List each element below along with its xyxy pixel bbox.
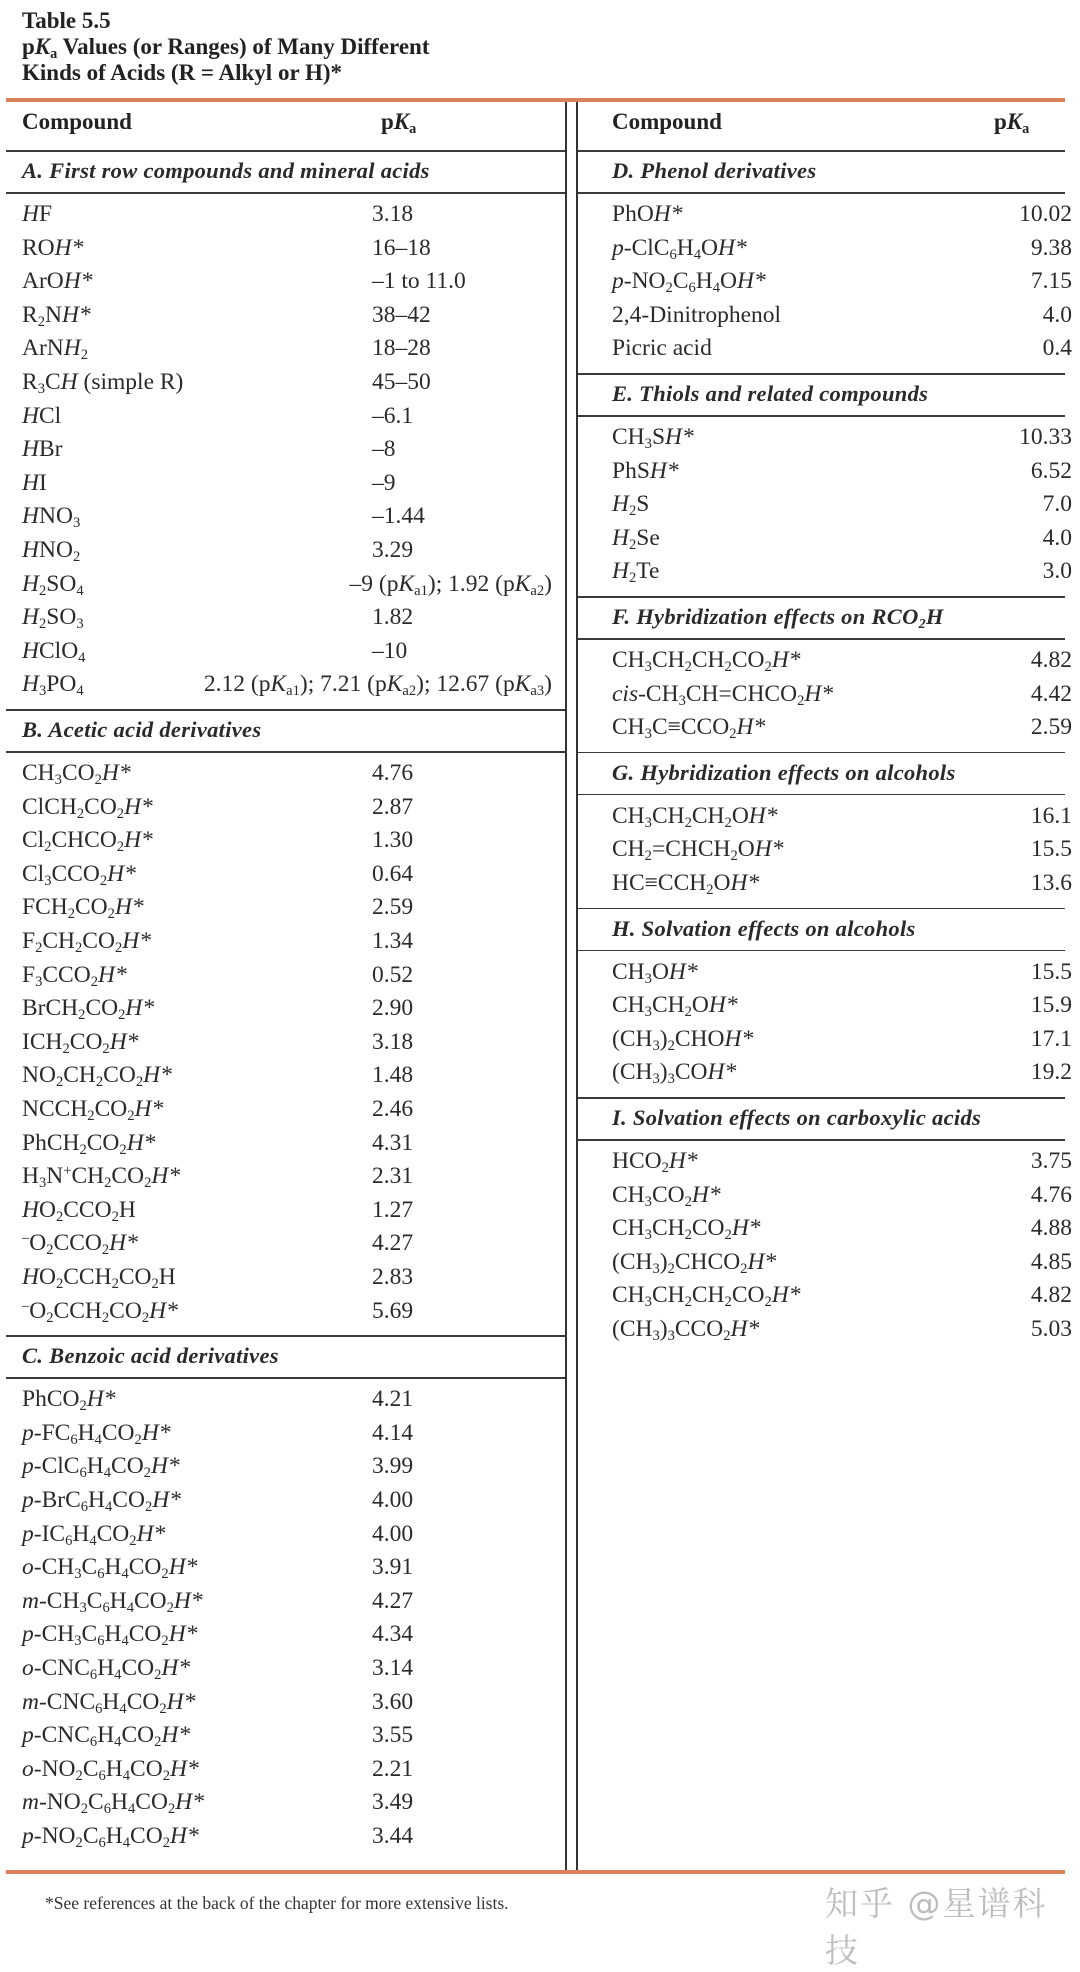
left-header-compound: Compound (22, 109, 132, 134)
compound-name: PhCO$_2$H* (22, 1386, 116, 1415)
pka-value: 15.9 (1030, 992, 1072, 1019)
section-top-rule (578, 1097, 1065, 1099)
compound-name: $Cl_3CCO_2H*$ (22, 860, 136, 889)
pka-value: 4.34 (372, 1621, 414, 1648)
compound-name: $m-NO_2C_6H_4CO_2H*$ (22, 1789, 204, 1818)
pka-value: 1.34 (372, 928, 414, 954)
compound-name: $BrCH_2CO_2H*$ (22, 995, 155, 1024)
section-heading: E. Thiols and related compounds (612, 381, 929, 406)
compound-name: $CH_2=CHCH_2OH*$ (612, 836, 784, 865)
compound-name: PhSH* (612, 457, 679, 484)
pka-value: 16.1 (1030, 802, 1072, 829)
pka-value: 0.64 (372, 860, 414, 887)
compound-name: $p-CNC_6H_4CO_2H*$ (22, 1722, 191, 1751)
section-heading: F. Hybridization effects on $RCO_2H$ (612, 604, 944, 632)
compound-name: $(CH_3)_3COH*$ (612, 1059, 737, 1088)
compound-name: $HNO_3$ (22, 503, 81, 532)
pka-value: –8 (372, 436, 396, 463)
pka-value: 2.90 (372, 995, 414, 1022)
pka-value: 4.00 (372, 1487, 414, 1513)
compound-name: HI (22, 469, 47, 496)
pka-value: 4.00 (372, 1520, 414, 1547)
compound-name: PhOH* (612, 201, 683, 227)
section-heading-rule (578, 415, 1065, 417)
pka-value: 4.42 (1030, 680, 1072, 707)
compound-name: HBr (22, 436, 63, 463)
column-divider-right (576, 102, 578, 1870)
compound-name: $p-ClC_6H_4CO_2H*$ (22, 1453, 180, 1482)
compound-name: $CH_3CH_2OH*$ (612, 992, 738, 1021)
compound-name: $p-CH_3C_6H_4CO_2H*$ (22, 1621, 198, 1650)
pka-value: 1.48 (372, 1062, 414, 1089)
section-heading: C. Benzoic acid derivatives (22, 1343, 279, 1369)
pka-value: 2.59 (1030, 714, 1072, 741)
pka-value: 3.49 (372, 1789, 414, 1816)
pka-value: –1.44 (372, 503, 425, 530)
pka-value: 19.2 (1030, 1059, 1072, 1086)
compound-name: cis-$CH_3CH=CHCO_2H*$ (612, 680, 834, 709)
section-heading-rule (6, 192, 565, 194)
pka-value: 4.27 (372, 1587, 414, 1614)
top-rule (6, 98, 1065, 102)
pka-value: –1 to 11.0 (372, 268, 466, 295)
pka-value: 3.99 (372, 1453, 414, 1480)
pka-value: 4.0 (1042, 524, 1072, 551)
compound-name: $CH_3C\equiv CCO_2H*$ (612, 714, 766, 743)
section-heading: I. Solvation effects on carboxylic acids (612, 1105, 982, 1130)
right-header-compound: Compound (612, 109, 722, 134)
pka-value: 4.31 (372, 1129, 414, 1156)
table-title (22, 8, 430, 86)
compound-name: $HC\equiv CCH_2OH*$ (612, 870, 760, 899)
pka-value: 3.75 (1030, 1148, 1072, 1174)
pka-value: 4.0 (1042, 301, 1072, 328)
pka-value: 16–18 (372, 234, 431, 261)
pka-value: 3.44 (372, 1823, 414, 1849)
pka-value: 0.4 (1042, 335, 1072, 362)
compound-name: $HCO_2H*$ (612, 1148, 698, 1177)
compound-name: $m-CNC_6H_4CO_2H*$ (22, 1688, 196, 1717)
compound-name: $ClCH_2CO_2H*$ (22, 793, 153, 822)
pka-value: 10.02 (1019, 201, 1072, 227)
compound-name: $HO_2CCO_2H$ (22, 1196, 136, 1225)
pka-value: 5.69 (372, 1297, 414, 1324)
pka-value: –9 (372, 469, 396, 496)
compound-name: $^-O_2CCH_2CO_2H*$ (22, 1297, 178, 1326)
pka-value: 2.31 (372, 1163, 414, 1190)
compound-name: $CH_3CO_2H*$ (612, 1181, 721, 1210)
pka-value: 2.46 (372, 1096, 414, 1122)
section-heading-rule (578, 950, 1065, 952)
section-top-rule (578, 596, 1065, 598)
table-number: Table 5.5 (22, 8, 111, 33)
pka-value: 4.27 (372, 1230, 414, 1257)
pka-value: 3.55 (372, 1722, 414, 1749)
pka-value: 10.33 (1019, 424, 1072, 450)
section-heading-rule (6, 1377, 565, 1379)
compound-name: Picric acid (612, 335, 712, 362)
section-top-rule (6, 709, 565, 711)
pka-value: 3.0 (1042, 558, 1072, 585)
compound-name: $H_2S$ (612, 491, 650, 520)
pka-value: 4.14 (372, 1419, 414, 1446)
compound-name: $CH_3CH_2CH_2CO_2H*$ (612, 1282, 801, 1311)
compound-name: $CH_3CH_2CH_2CO_2H*$ (612, 647, 801, 676)
compound-name: $CH_3OH*$ (612, 958, 698, 987)
compound-name: $H_2Se$ (612, 524, 660, 553)
compound-name: $CH_3SH*$ (612, 424, 694, 453)
right-header-pka: $pK_a$ (994, 109, 1030, 137)
pka-value: 1.82 (372, 604, 414, 631)
pka-value: 2.83 (372, 1264, 414, 1290)
compound-name: $^-O_2CCO_2H*$ (22, 1230, 138, 1259)
pka-value: 1.27 (372, 1196, 414, 1223)
compound-name: $ICH_2CO_2H*$ (22, 1028, 139, 1057)
pka-value: 2.59 (372, 894, 414, 921)
compound-name: $(CH_3)_3CCO_2H*$ (612, 1316, 760, 1345)
compound-name: $FCH_2CO_2H*$ (22, 894, 144, 923)
pka-value: 45–50 (372, 369, 431, 395)
compound-name: $p-FC_6H_4CO_2H*$ (22, 1419, 171, 1448)
compound-name: $o-CNC_6H_4CO_2H*$ (22, 1655, 191, 1684)
pka-value: 3.18 (372, 201, 414, 227)
pka-value: 4.82 (1030, 1282, 1072, 1309)
section-heading-rule (578, 794, 1065, 796)
pka-value: 38–42 (372, 301, 431, 328)
pka-value: 3.18 (372, 1028, 414, 1055)
left-header-pka: $pK_a$ (381, 109, 417, 137)
compound-name: $(CH_3)_2CHCO_2H*$ (612, 1248, 777, 1277)
section-heading: B. Acetic acid derivatives (22, 717, 262, 742)
pka-value: 13.6 (1030, 870, 1072, 896)
section-top-rule (578, 908, 1065, 910)
section-top-rule (578, 150, 1065, 152)
pka-value: –10 (372, 637, 408, 664)
pka-value: 2.21 (372, 1755, 414, 1782)
compound-name: $o-CH_3C_6H_4CO_2H*$ (22, 1554, 198, 1583)
section-heading: D. Phenol derivatives (612, 158, 817, 183)
column-divider-left (565, 102, 567, 1870)
compound-name: $o-NO_2C_6H_4CO_2H*$ (22, 1755, 199, 1784)
compound-name: $R_2NH*$ (22, 301, 91, 330)
compound-name: $NO_2CH_2CO_2H*$ (22, 1062, 172, 1091)
pka-value: 4.76 (372, 760, 414, 786)
footnote: *See references at the back of the chapter for more extensive lists. (45, 1893, 509, 1913)
pka-value: 5.03 (1030, 1316, 1072, 1342)
watermark: 知乎 @星谱科技 (825, 1884, 1048, 1970)
compound-name: $HO_2CCH_2CO_2H$ (22, 1264, 176, 1293)
section-heading-rule (578, 1139, 1065, 1141)
pka-value: 6.52 (1030, 457, 1072, 484)
compound-name: ArOH* (22, 268, 93, 295)
compound-name: $CH_3CO_2H*$ (22, 760, 131, 789)
compound-name: $CH_3CH_2CO_2H*$ (612, 1215, 761, 1244)
pka-value: 7.15 (1030, 268, 1072, 295)
compound-name: ROH* (22, 234, 84, 261)
compound-name: HClO$_4$ (22, 637, 86, 666)
compound-name: ArNH$_2$ (22, 335, 89, 364)
compound-name: $PhCH_2CO_2H*$ (22, 1129, 156, 1158)
compound-name: HCl (22, 402, 62, 429)
pka-value: 4.21 (372, 1386, 414, 1413)
section-top-rule (6, 1335, 565, 1337)
pka-value: 3.91 (372, 1554, 414, 1581)
compound-name: $m-CH_3C_6H_4CO_2H*$ (22, 1587, 203, 1616)
section-top-rule (578, 752, 1065, 754)
compound-name: $p-ClC_6H_4OH*$ (612, 234, 747, 263)
pka-value: 9.38 (1030, 234, 1072, 261)
compound-name: $H_2Te$ (612, 558, 660, 587)
compound-name: $p-NO_2C_6H_4CO_2H*$ (22, 1823, 199, 1852)
pka-value: 0.52 (372, 961, 414, 988)
compound-name: $H_2SO_3$ (22, 604, 84, 633)
table-caption-line-2: Kinds of Acids (R = Alkyl or H)* (22, 60, 343, 85)
pka-value: 17.1 (1030, 1025, 1072, 1052)
pka-value: 4.82 (1030, 647, 1072, 673)
pka-value: 4.76 (1030, 1181, 1072, 1208)
section-heading-rule (578, 638, 1065, 640)
pka-value: 4.85 (1030, 1248, 1072, 1275)
pka-value: 15.5 (1030, 836, 1072, 863)
section-top-rule (578, 373, 1065, 375)
pka-value: 1.30 (372, 827, 414, 854)
compound-name: $HNO_2$ (22, 537, 81, 566)
section-heading-rule (578, 192, 1065, 194)
pka-value: 18–28 (372, 335, 431, 362)
bottom-rule (6, 1870, 1065, 1874)
section-heading: H. Solvation effects on alcohols (612, 915, 916, 941)
compound-name: $Cl_2CHCO_2H*$ (22, 827, 153, 856)
pka-value: 3.29 (372, 537, 414, 563)
compound-name: $H_3N^+CH_2CO_2H*$ (22, 1163, 181, 1192)
compound-name: $F_2CH_2CO_2H*$ (22, 928, 151, 957)
compound-name: $R_3CH$ (simple R) (22, 369, 184, 398)
compound-name: $H_2SO_4$ (22, 570, 84, 599)
compound-name: $CH_3CH_2CH_2OH*$ (612, 802, 778, 831)
compound-name: $(CH_3)_2CHOH*$ (612, 1025, 754, 1054)
table-caption-line-1: $pK_a$ Values (or Ranges) of Many Different (22, 34, 430, 62)
pka-value: 15.5 (1030, 958, 1072, 985)
pka-value: –6.1 (372, 402, 414, 429)
pka-value: 2.12 $(pK_{a1})$; 7.21 $(pK_{a2})$; 12.67 $(pK_{a3})$ (203, 671, 552, 700)
compound-name: $NCCH_2CO_2H*$ (22, 1096, 164, 1125)
pka-value: 7.0 (1042, 491, 1072, 518)
compound-name: $p-IC_6H_4CO_2H*$ (22, 1520, 166, 1549)
pka-value: –9 $(pK_{a1})$; 1.92 $(pK_{a2})$ (349, 570, 552, 599)
pka-value: 3.60 (372, 1688, 414, 1715)
pka-value: 4.88 (1030, 1215, 1072, 1242)
compound-name: $p-BrC_6H_4CO_2H*$ (22, 1487, 181, 1516)
compound-name: $p-NO_2C_6H_4OH*$ (612, 268, 766, 297)
section-heading: A. First row compounds and mineral acids (22, 158, 430, 183)
pka-value: 2.87 (372, 793, 414, 820)
section-heading-rule (6, 751, 565, 753)
compound-name: HF (22, 201, 53, 227)
compound-name: $F_3CCO_2H*$ (22, 961, 127, 990)
pka-value: 3.14 (372, 1655, 414, 1681)
compound-name: 2,4-Dinitrophenol (612, 301, 782, 328)
section-heading: G. Hybridization effects on alcohols (612, 759, 956, 785)
section-top-rule (6, 150, 565, 152)
compound-name: $H_3PO_4$ (22, 671, 84, 700)
